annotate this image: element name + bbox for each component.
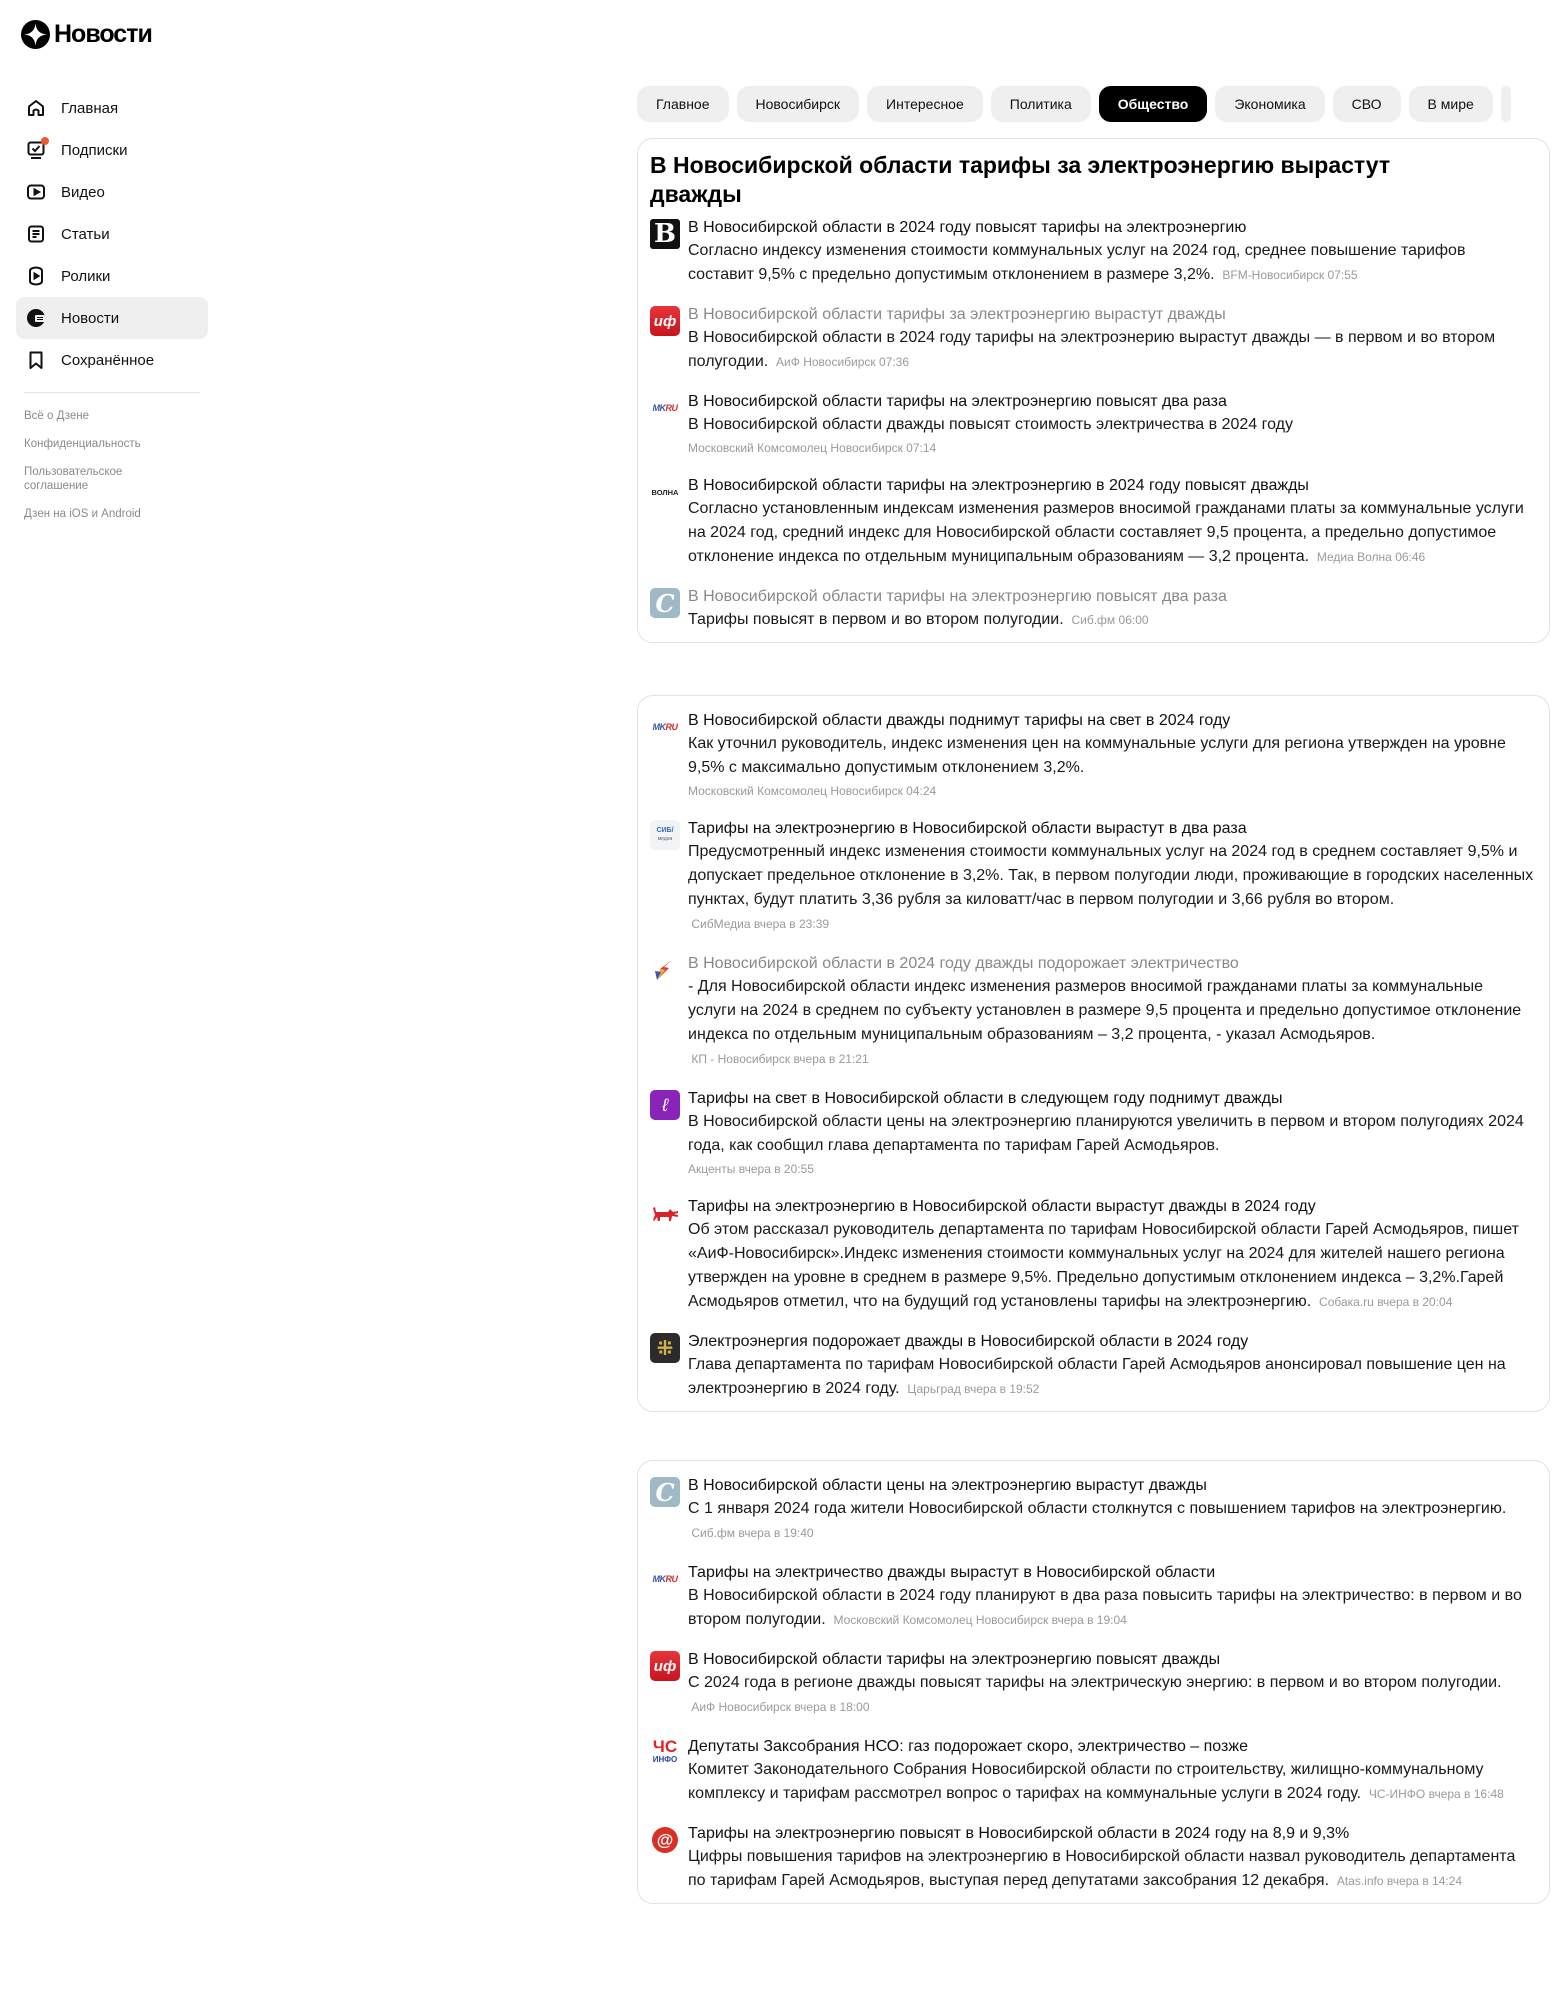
news-item-text: Как уточнил руководитель, индекс изменения цен на коммунальные услуги для региона утвержден на уровне 9,5% с максимально допустимым отклонением 3,2%. <box>688 735 1506 776</box>
news-item-text: - Для Новосибирской области индекс изменения размеров вносимой гражданами платы за коммунальные услуги на 2024 в среднем по субъекту установлен в размере 9,5 процента и предельно допустимое отклонение индекса по отдельным муниципальным образованиям – 3,2 процента, - указал Асмодьяров. <box>688 978 1522 1043</box>
news-time: вчера в 19:40 <box>738 1526 814 1540</box>
footer-link-about[interactable]: Всё о Дзене <box>24 410 90 422</box>
news-item <box>650 475 1535 569</box>
video-icon <box>25 181 47 203</box>
sidebar-item-video[interactable]: Видео <box>16 171 208 213</box>
home-icon <box>25 97 47 119</box>
story-card-3 <box>637 1460 1550 1904</box>
news-time: 06:00 <box>1118 613 1149 627</box>
news-item-text: Согласно индексу изменения стоимости коммунальных услуг на 2024 год, среднее повышение тарифов составит 9,5% с предельно допустимым отклонением в размере 3,2%. <box>688 242 1466 283</box>
news-item-text: С 2024 года в регионе дважды повысят тарифы на электрическую энергию: в первом и во втором полугодии. <box>688 1674 1502 1691</box>
news-item-text: Согласно установленным индексам изменения размеров вносимой гражданами платы за коммунальные услуги на 2024 год, средний индекс для Новосибирской области составляет 9,5 процента, а предельно допустимое отклонение индекса по отдельным муниципальным образованиям — 3,2 процента. <box>688 500 1524 565</box>
tab-economy[interactable]: Экономика <box>1215 86 1324 122</box>
news-item <box>650 1649 1535 1719</box>
tab-novosibirsk[interactable]: Новосибирск <box>737 86 860 122</box>
aif-logo-icon: иф <box>650 306 680 336</box>
news-source: Медиа Волна <box>1316 550 1392 564</box>
news-item <box>650 1823 1535 1893</box>
aif-logo-icon: иф <box>650 1651 680 1681</box>
news-item-title[interactable]: Тарифы на электричество дважды вырастут в Новосибирской области <box>688 1564 1216 1581</box>
news-time: вчера в 20:04 <box>1377 1295 1453 1309</box>
news-item-meta[interactable] <box>1219 268 1358 282</box>
news-item-meta[interactable] <box>688 438 1535 458</box>
news-item-meta[interactable] <box>688 917 829 931</box>
story-card-2 <box>637 695 1550 1412</box>
news-source: Московский Комсомолец Новосибирск <box>688 784 903 798</box>
news-item-meta[interactable] <box>688 1052 869 1066</box>
news-item-text: С 1 января 2024 года жители Новосибирской области столкнутся с повышением тарифов на электроэнергию. <box>688 1500 1507 1517</box>
news-item-snippet <box>688 975 1535 1071</box>
news-item-text: Предусмотренный индекс изменения стоимости коммунальных услуг на 2024 год в среднем составляет 9,5% и допускает предельное отклонение в 3,2%. Так, в первом полугодии люди, проживающие в городских населенных пунктах, будут платить 3,36 рубля за киловатт/час в первом полугодии и 3,66 рубля во втором. <box>688 843 1534 908</box>
tab-society[interactable]: Общество <box>1099 86 1208 122</box>
mk-logo-icon: MK RU <box>652 403 678 413</box>
news-item-body <box>688 953 1535 1071</box>
news-time: вчера в 21:21 <box>793 1052 869 1066</box>
footer-link-terms[interactable]: Пользовательское соглашение <box>24 466 123 492</box>
news-item-body <box>688 1823 1535 1893</box>
news-item-snippet <box>688 1758 1535 1806</box>
news-item-meta[interactable] <box>1314 550 1426 564</box>
svg-text:@: @ <box>656 1830 674 1850</box>
news-item-body <box>688 1331 1535 1401</box>
sidebar-item-articles[interactable]: Статьи <box>16 213 208 255</box>
news-item <box>650 304 1535 374</box>
news-item-text: Об этом рассказал руководитель департамента по тарифам Новосибирской области Гарей Асмодьяров, пишет «АиФ-Новосибирск».Индекс изменения стоимости коммунальных услуг на 2024 для жителей нашего региона утвержден на уровне в среднем в размере 9,5%. Предельно допустимым отклонением индекса – 3,2%.Гарей Асмодьяров отметил, что на будущий год установлены тарифы на электроэнергию. <box>688 1221 1519 1310</box>
news-time: вчера в 19:52 <box>964 1382 1040 1396</box>
news-item-body <box>688 304 1535 374</box>
news-list <box>650 710 1535 1401</box>
news-item-text: Цифры повышения тарифов на электроэнергию в Новосибирской области назвал руководитель департамента по тарифам Гарей Асмодьяров, выступая перед депутатами заксобрания 12 декабря. <box>688 1848 1516 1889</box>
news-item-text: В Новосибирской области в 2024 году планируют в два раза повысить тарифы на электричество: в первом и во втором полугодии. <box>688 1587 1522 1628</box>
news-item-snippet <box>688 1584 1535 1632</box>
news-item-title[interactable]: В Новосибирской области в 2024 году дважды подорожает электричество <box>688 955 1239 972</box>
news-source: АиФ Новосибирск <box>691 1700 791 1714</box>
news-time: вчера в 16:48 <box>1428 1787 1504 1801</box>
news-time: вчера в 18:00 <box>794 1700 870 1714</box>
news-item-snippet <box>688 1845 1535 1893</box>
news-item-body <box>688 586 1535 632</box>
news-item-title[interactable]: В Новосибирской области тарифы на электроэнергию повысят два раза <box>688 588 1227 605</box>
news-item-snippet <box>688 326 1535 374</box>
news-item-meta[interactable] <box>688 1700 870 1714</box>
news-time: 04:24 <box>906 784 937 798</box>
news-item-body <box>688 1475 1535 1545</box>
news-time: вчера в 14:24 <box>1386 1874 1463 1888</box>
news-item-title[interactable]: В Новосибирской области в 2024 году повысят тарифы на электроэнергию <box>688 219 1247 236</box>
news-item-meta[interactable] <box>904 1382 1039 1396</box>
news-item-snippet <box>688 732 1535 801</box>
news-item-text: В Новосибирской области цены на электроэнергию планируются увеличить в первом и втором полугодиях 2024 года, как сообщил глава департамента по тарифам Гарей Асмодьяров. <box>688 1113 1524 1154</box>
footer-link-privacy[interactable]: Конфиденциальность <box>24 438 141 450</box>
news-source: Сиб.фм <box>691 1526 736 1540</box>
bfm-logo-icon: B <box>650 219 680 249</box>
news-source: Московский Комсомолец Новосибирск <box>833 1613 1049 1627</box>
news-item-body <box>688 710 1535 801</box>
news-item-body <box>688 818 1535 936</box>
brand-logo[interactable] <box>21 20 152 49</box>
mk-logo-icon: MK RU <box>652 722 678 732</box>
news-item-title[interactable]: Тарифы на электроэнергию в Новосибирской области вырастут в два раза <box>688 820 1247 837</box>
news-item-snippet <box>688 239 1535 287</box>
news-item-snippet <box>688 840 1535 936</box>
news-item-meta[interactable] <box>688 1159 1535 1179</box>
news-item-text: Комитет Законодательного Собрания Новосибирской области по строительству, жилищно-коммунальному комплексу и тарифам рассмотрел вопрос о тарифах на коммунальные услуги в 2024 году. <box>688 1761 1484 1802</box>
news-source: Собака.ru <box>1319 1295 1374 1309</box>
news-item-meta[interactable] <box>773 355 909 369</box>
news-item <box>650 586 1535 632</box>
news-item-meta[interactable] <box>1366 1787 1504 1801</box>
news-item-text: В Новосибирской области в 2024 году тарифы на электроэнерию вырастут дважды — в первом и во втором полугодии. <box>688 329 1496 370</box>
news-item <box>650 1331 1535 1401</box>
news-item-title[interactable]: В Новосибирской области дважды поднимут тарифы на свет в 2024 году <box>688 712 1231 729</box>
news-item-title[interactable]: Депутаты Заксобрания НСО: газ подорожает скоро, электричество – позже <box>688 1738 1248 1755</box>
news-time: 07:55 <box>1327 268 1358 282</box>
footer-link-apps[interactable]: Дзен на iOS и Android <box>24 508 141 520</box>
news-item <box>650 391 1535 458</box>
news-item-meta[interactable] <box>1316 1295 1453 1309</box>
sidebar-nav <box>16 87 208 381</box>
news-item <box>650 1736 1535 1806</box>
news-list <box>650 217 1535 632</box>
mk-logo-icon: MK RU <box>652 1574 678 1584</box>
news-item-snippet <box>688 1353 1535 1401</box>
news-item-title[interactable]: В Новосибирской области цены на электроэнергию вырастут дважды <box>688 1477 1207 1494</box>
tab-svo[interactable]: СВО <box>1333 86 1401 122</box>
news-item-title[interactable]: В Новосибирской области тарифы на электроэнергию повысят два раза <box>688 393 1227 410</box>
news-item-meta[interactable] <box>830 1613 1127 1627</box>
story-title: В Новосибирской области тарифы за электроэнергию вырастут дважды <box>650 152 1391 207</box>
news-source: Сиб.фм <box>1071 613 1116 627</box>
news-item-body <box>688 217 1535 287</box>
tab-main[interactable]: Главное <box>637 86 729 122</box>
news-item-title[interactable]: Тарифы на электроэнергию повысят в Новосибирской области в 2024 году на 8,9 и 9,3% <box>688 1825 1350 1842</box>
news-item <box>650 1196 1535 1314</box>
news-source: Atas.info <box>1336 1874 1384 1888</box>
news-item-snippet <box>688 1671 1535 1719</box>
news-item-body <box>688 1088 1535 1179</box>
news-item-meta[interactable] <box>1068 613 1148 627</box>
brand-name: Новости <box>54 20 152 48</box>
atas-logo-icon <box>650 1825 680 1855</box>
news-item-snippet <box>688 608 1535 632</box>
news-item <box>650 1475 1535 1545</box>
news-item-title[interactable]: Электроэнергия подорожает дважды в Новосибирской области в 2024 году <box>688 1333 1249 1350</box>
sidebar-item-shorts[interactable]: Ролики <box>16 255 208 297</box>
sibfm-logo-icon: C <box>650 1477 680 1507</box>
news-time: 07:36 <box>879 355 910 369</box>
sibmedia-logo-icon: СИБ/ медиа <box>650 820 680 850</box>
news-item <box>650 818 1535 936</box>
news-item-title[interactable]: В Новосибирской области тарифы на электроэнергию в 2024 году повысят дважды <box>688 477 1309 494</box>
chs-info-logo-icon: ЧС ИНФО <box>652 1738 678 1764</box>
sidebar-item-subscriptions[interactable]: Подписки <box>16 129 208 171</box>
news-item-meta[interactable] <box>688 781 1535 801</box>
articles-icon <box>25 223 47 245</box>
news-time: 07:14 <box>906 441 937 455</box>
news-item-snippet <box>688 1218 1535 1314</box>
news-time: 06:46 <box>1395 550 1426 564</box>
news-time: вчера в 20:55 <box>738 1162 814 1176</box>
bookmark-icon <box>25 349 47 371</box>
news-item-snippet <box>688 413 1535 458</box>
sidebar-footer <box>24 409 174 535</box>
news-item-body <box>688 475 1535 569</box>
news-time: вчера в 19:04 <box>1051 1613 1127 1627</box>
story-card-1 <box>637 138 1550 643</box>
news-item-title[interactable]: В Новосибирской области тарифы на электроэнергию повысят дважды <box>688 1651 1221 1668</box>
news-list <box>650 1475 1535 1893</box>
news-item-title[interactable]: Тарифы на электроэнергию в Новосибирской области вырастут дважды в 2024 году <box>688 1198 1316 1215</box>
news-item <box>650 953 1535 1071</box>
category-tabs <box>637 86 1511 122</box>
news-item <box>650 217 1535 287</box>
news-item-title[interactable]: Тарифы на свет в Новосибирской области в следующем году поднимут дважды <box>688 1090 1283 1107</box>
sidebar-item-news[interactable]: Новости <box>16 297 208 339</box>
news-source: КП - Новосибирск <box>691 1052 791 1066</box>
sidebar-item-home[interactable]: Главная <box>16 87 208 129</box>
notification-badge <box>41 137 49 145</box>
kp-logo-icon <box>650 955 680 985</box>
news-item-snippet <box>688 1497 1535 1545</box>
sidebar-divider <box>24 392 200 393</box>
news-icon <box>25 307 47 329</box>
news-source: BFM-Новосибирск <box>1222 268 1325 282</box>
news-item <box>650 710 1535 801</box>
news-item-meta[interactable] <box>688 1526 814 1540</box>
news-source: Московский Комсомолец Новосибирск <box>688 441 903 455</box>
news-item-body <box>688 1736 1535 1806</box>
shorts-icon <box>25 265 47 287</box>
sidebar-item-saved[interactable]: Сохранённое <box>16 339 208 381</box>
news-item-body <box>688 391 1535 458</box>
subscriptions-icon <box>25 139 47 161</box>
news-item-text: Тарифы повысят в первом и во втором полугодии. <box>688 611 1064 628</box>
news-item-body <box>688 1196 1535 1314</box>
news-item-body <box>688 1649 1535 1719</box>
news-source: Акценты <box>688 1162 736 1176</box>
news-item-snippet <box>688 497 1535 569</box>
news-item-body <box>688 1562 1535 1632</box>
tab-interesting[interactable]: Интересное <box>867 86 983 122</box>
volna-logo-icon: ВОЛНА <box>651 487 679 497</box>
news-source: ЧС-ИНФО <box>1368 1787 1426 1801</box>
news-item-text: В Новосибирской области дважды повысят стоимость электричества в 2024 году <box>688 416 1293 433</box>
news-item-snippet <box>688 1110 1535 1179</box>
news-item <box>650 1562 1535 1632</box>
news-source: Царьград <box>907 1382 961 1396</box>
news-time: вчера в 23:39 <box>753 917 830 931</box>
news-item-title[interactable]: В Новосибирской области тарифы за электроэнергию вырастут дважды <box>688 306 1226 323</box>
tab-politics[interactable]: Политика <box>991 86 1091 122</box>
news-source: СибМедиа <box>691 917 751 931</box>
news-item-text: Глава департамента по тарифам Новосибирской области Гарей Асмодьяров анонсировал повышение цен на электроэнергию в 2024 году. <box>688 1356 1506 1397</box>
zen-star-icon <box>21 20 50 49</box>
sibfm-logo-icon: C <box>650 588 680 618</box>
sobaka-logo-icon <box>650 1198 680 1228</box>
news-item <box>650 1088 1535 1179</box>
news-source: АиФ Новосибирск <box>776 355 876 369</box>
news-item-meta[interactable] <box>1333 1874 1462 1888</box>
tsargrad-logo-icon: ⁜ <box>650 1333 680 1363</box>
akcenty-logo-icon: ℓ <box>650 1090 680 1120</box>
tab-world[interactable]: В мире <box>1409 86 1493 122</box>
tab-more-partial[interactable] <box>1501 86 1511 122</box>
